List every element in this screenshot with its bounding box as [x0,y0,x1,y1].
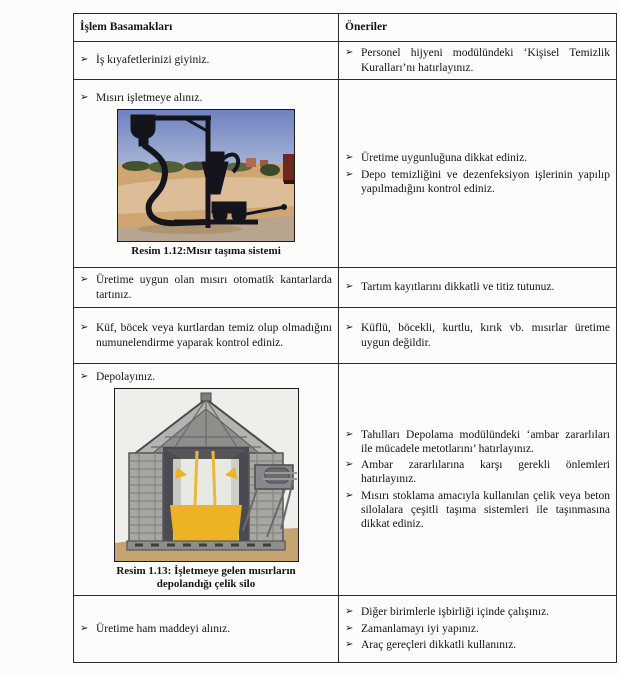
step-text: Üretime uygun olan mısırı otomatik kantarlarda tartınız. [96,274,332,301]
step-cell [74,308,339,364]
step-text: Depolayınız. [96,371,156,384]
step-text: İş kıyafetlerinizi giyiniz. [96,54,210,67]
figure-steel-silo [80,388,332,591]
figure-caption: Resim 1.12:Mısır taşıma sistemi [131,244,281,257]
advice-cell [339,80,617,268]
list-item [80,370,332,385]
advice-cell [339,42,617,80]
arrow-bullet-icon: ➢ [80,371,89,383]
advice-text: Araç gereçleri dikkatli kullanınız. [361,639,517,652]
arrow-bullet-icon: ➢ [80,54,89,66]
list-item [345,605,610,620]
advice-cell [339,596,617,663]
list-item [345,638,610,653]
arrow-bullet-icon: ➢ [345,322,354,334]
list-item [345,280,610,295]
list-item [345,168,610,196]
arrow-bullet-icon: ➢ [345,152,354,164]
step-cell [74,268,339,308]
list-item [80,53,332,68]
step-cell [74,596,339,663]
corn-transport-photo [117,109,295,242]
advice-cell [339,268,617,308]
list-item [345,622,610,637]
step-text: Küf, böcek veya kurtlardan temiz olup olmadığını numunelendirme yaparak kontrol ediniz. [96,322,332,349]
arrow-bullet-icon: ➢ [80,322,89,334]
arrow-bullet-icon: ➢ [345,281,354,293]
step-cell [74,364,339,596]
arrow-bullet-icon: ➢ [345,168,354,180]
step-text: Üretime ham maddeyi alınız. [96,622,231,635]
step-text: Mısırı işletmeye alınız. [96,92,203,105]
arrow-bullet-icon: ➢ [345,639,354,651]
table-row [74,596,617,663]
arrow-bullet-icon: ➢ [345,459,354,471]
arrow-bullet-icon: ➢ [345,622,354,634]
header-oneriler: Öneriler [339,14,617,42]
table-row [74,364,617,596]
table-row [74,268,617,308]
list-item [345,458,610,486]
advice-text: Depo temizliğini ve dezenfeksiyon işlerinin yapılıp yapılmadığını kontrol ediniz. [361,168,610,195]
arrow-bullet-icon: ➢ [345,489,354,501]
table-row [74,80,617,268]
advice-text: Tahılları Depolama modülündeki ‘ambar zararlıları ile mücadele metotlarını’ hatırlayınız. [361,429,610,456]
advice-text: Üretime uygunluğuna dikkat ediniz. [361,152,528,165]
figure-corn-transport [80,109,332,258]
list-item [80,321,332,349]
advice-text: Küflü, böcekli, kurtlu, kırık vb. mısırlar üretime uygun değildir. [361,322,610,349]
list-item [80,622,332,637]
arrow-bullet-icon: ➢ [345,606,354,618]
table-row [74,42,617,80]
step-cell [74,80,339,268]
list-item [80,91,332,106]
advice-text: Zamanlamayı iyi yapınız. [361,622,479,635]
arrow-bullet-icon: ➢ [345,429,354,441]
advice-cell [339,364,617,596]
advice-text: Tartım kayıtlarını dikkatli ve titiz tutunuz. [361,281,555,294]
arrow-bullet-icon: ➢ [345,47,354,59]
list-item [80,273,332,301]
advice-text: Diğer birimlerle işbirliği içinde çalışınız. [361,606,550,619]
list-item [345,489,610,531]
step-cell [74,42,339,80]
advice-text: Ambar zararlılarına karşı gerekli önlemleri hatırlayınız. [361,459,610,486]
list-item [345,46,610,74]
advice-text: Personel hijyeni modülündeki ‘Kişisel Temizlik Kuralları’nı hatırlayınız. [361,47,610,74]
figure-caption: Resim 1.13: İşletmeye gelen mısırların depolandığı çelik silo [116,564,296,590]
advice-cell [339,308,617,364]
list-item [345,321,610,349]
arrow-bullet-icon: ➢ [80,92,89,104]
process-steps-table [73,13,617,663]
table-row [74,308,617,364]
list-item [345,151,610,166]
header-islem-basamaklari: İşlem Basamakları [74,14,339,42]
steel-silo-photo [114,388,299,562]
table-header-row [74,14,617,42]
list-item [345,428,610,456]
arrow-bullet-icon: ➢ [80,622,89,634]
arrow-bullet-icon: ➢ [80,274,89,286]
advice-text: Mısırı stoklama amacıyla kullanılan çelik veya beton silolalara çeşitli taşıma sistemleri ile taşınmasına dikkat ediniz. [361,489,610,530]
